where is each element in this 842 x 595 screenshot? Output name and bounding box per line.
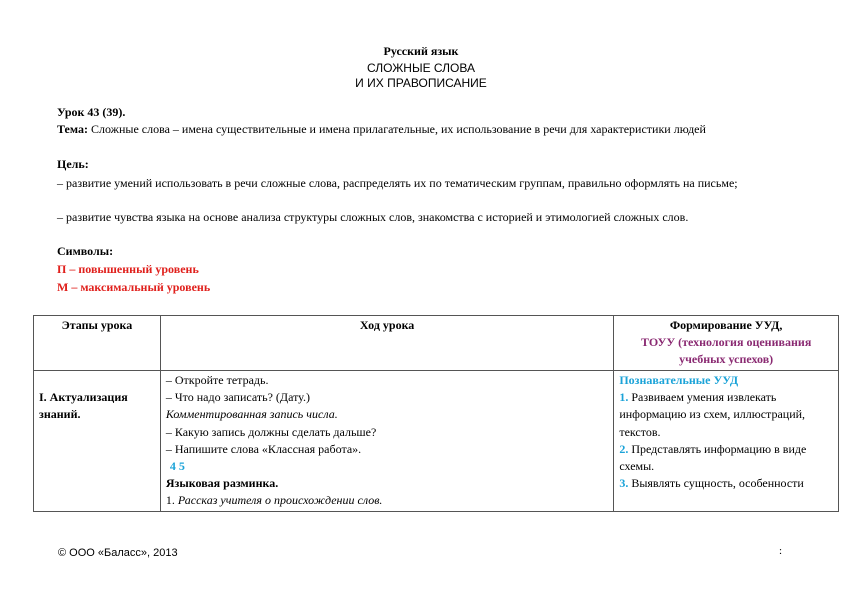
lesson-title-line-1: СЛОЖНЫЕ СЛОВА [366, 61, 475, 75]
lesson-number-text: Урок 43 (39). [57, 105, 126, 119]
progress-line-1: – Откройте тетрадь. [165, 373, 269, 387]
header-progress: Ход урока [160, 316, 613, 371]
stage-cell [34, 371, 161, 512]
header-stages: Этапы урока [34, 316, 161, 371]
story-line [166, 492, 608, 509]
topic-label: Тема: [57, 122, 88, 136]
progress-line-2: – Что надо записать? (Дату.) [165, 390, 310, 405]
table-row [34, 371, 839, 512]
progress-line-4: – Какую запись должны сделать дальше? [165, 424, 377, 439]
slide-numbers: 4 5 [169, 459, 185, 474]
subject-heading: Русский язык [383, 44, 459, 58]
goal-item-1: – развитие умений использовать в речи сложные слова, распределять их по тематическим группам, правильно оформлять на письме; [57, 176, 738, 190]
lesson-topic [57, 121, 785, 138]
story-number: 1. [165, 493, 175, 508]
goal-label-text: Цель: [57, 157, 89, 171]
table-header-row [34, 316, 839, 371]
uud-item-2-text: Представлять информацию в виде схемы. [619, 441, 807, 474]
progress-cell [160, 371, 613, 512]
uud-cell [614, 371, 839, 512]
uud-item-3 [619, 475, 833, 492]
lesson-title-line-2: И ИХ ПРАВОПИСАНИЕ [355, 76, 487, 90]
uud-item-1-text: Развиваем умения извлекать информацию из схем, иллюстраций, текстов. [619, 390, 806, 439]
topic-text: Сложные слова – имена существительные и имена прилагательные, их использование в речи для характеристики людей [90, 122, 706, 136]
header-uud-line1: Формирование УУД, [669, 318, 783, 332]
goal-item-2: – развитие чувства языка на основе анализа структуры сложных слов, знакомства с историей и этимологией сложных слов. [57, 210, 689, 224]
symbol-m: М – максимальный уровень [57, 280, 211, 294]
uud-item-1 [619, 389, 833, 441]
progress-line-5: – Напишите слова «Классная работа». [165, 441, 362, 456]
header-uud [614, 316, 839, 371]
progress-line-3: Комментированная запись числа. [165, 407, 338, 422]
warmup-heading: Языковая разминка. [165, 476, 279, 491]
uud-item-2-num: 2. [619, 441, 629, 456]
uud-item-1-num: 1. [619, 390, 629, 405]
uud-item-3-num: 3. [619, 476, 629, 491]
stage-text: I. Актуализация знаний. [39, 390, 128, 422]
story-text: Рассказ учителя о происхождении слов. [177, 493, 383, 508]
uud-title: Познавательные УУД [619, 373, 739, 387]
footer-page-mark: : [779, 545, 783, 557]
footer-copyright: © ООО «Баласс», 2013 [58, 547, 178, 559]
lesson-table [33, 315, 839, 512]
uud-item-2 [619, 441, 833, 475]
header-uud-line2: ТОУУ (технология оценивания учебных успехов) [641, 335, 812, 366]
lesson-title [0, 61, 842, 91]
goal-label [57, 156, 785, 173]
uud-item-3-text: Выявлять сущность, особенности [631, 476, 804, 491]
symbol-p: П – повышенный уровень [57, 262, 199, 276]
lesson-number [57, 104, 785, 121]
symbols-label-text: Символы: [57, 244, 114, 258]
symbols-label [57, 243, 785, 260]
